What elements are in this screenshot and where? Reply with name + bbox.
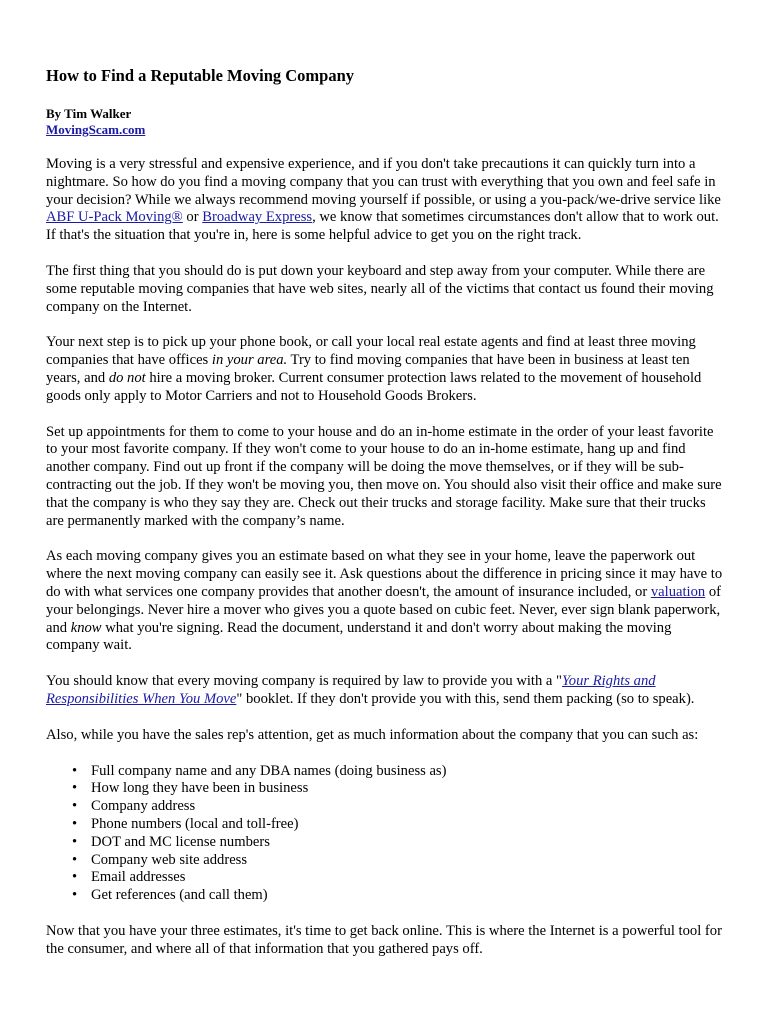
- paragraph-text: hire a moving broker. Current consumer protection laws related to the movement of household goods only apply to Motor Carriers and not to Household Goods Brokers.: [46, 369, 702, 404]
- list-item-text: Company web site address: [91, 851, 248, 868]
- paragraph-intro: [46, 156, 725, 245]
- paragraph-text: " booklet. If they don't provide you with this, send them packing (so to speak).: [236, 690, 695, 707]
- list-item: [72, 763, 725, 781]
- valuation-link[interactable]: valuation: [650, 583, 706, 600]
- bullet-icon: •: [72, 780, 78, 797]
- bullet-icon: •: [72, 887, 78, 904]
- list-item: [72, 780, 725, 798]
- list-item-text: How long they have been in business: [91, 780, 309, 797]
- list-item-text: Phone numbers (local and toll-free): [91, 815, 299, 832]
- abf-upack-link[interactable]: ABF U-Pack Moving®: [46, 209, 183, 226]
- site-line: [46, 122, 725, 138]
- list-item-text: DOT and MC license numbers: [91, 833, 270, 850]
- list-item-text: Company address: [91, 798, 196, 815]
- bullet-icon: •: [72, 851, 78, 868]
- bullet-icon: •: [72, 762, 78, 779]
- list-item: [72, 834, 725, 852]
- paragraph-rights-booklet: [46, 673, 725, 709]
- paragraph-phone-book: [46, 334, 725, 405]
- paragraph-text: of your belongings. Never hire a mover who gives you a quote based on cubic feet. Never, ever sign blank paperwork, and: [46, 583, 721, 636]
- paragraph-text: Try to find moving companies that have been in business at least ten years, and: [46, 352, 690, 386]
- paragraph-keyboard: The first thing that you should do is put down your keyboard and step away from your computer. While there are some reputable moving companies that have web sites, nearly all of the victims that contact us found their moving company on the Internet.: [46, 262, 714, 315]
- movingscam-link[interactable]: MovingScam.com: [46, 122, 146, 137]
- list-item: [72, 798, 725, 816]
- bullet-icon: •: [72, 798, 78, 815]
- paragraph-text: Moving is a very stressful and expensive experience, and if you don't take precautions it can quickly turn into a nightmare. So how do you find a moving company that you can trust with everything that you own and feel safe in your decision? While we always recommend moving yourself if possible, or using a you-pack/we-drive service like: [46, 156, 721, 208]
- emphasis-text: in your area.: [211, 352, 288, 369]
- paragraph-back-online: Now that you have your three estimates, it's time to get back online. This is where the Internet is a powerful tool for the consumer, and where all of that information that you gathered pays off.: [46, 922, 722, 957]
- list-item: [72, 816, 725, 834]
- list-item: [72, 887, 725, 905]
- list-item-text: Get references (and call them): [91, 887, 268, 904]
- paragraph-estimates: [46, 548, 725, 655]
- broadway-express-link[interactable]: Broadway Express: [202, 209, 313, 226]
- author-byline: By Tim Walker: [46, 106, 132, 121]
- list-item: [72, 869, 725, 887]
- paragraph-info-intro: Also, while you have the sales rep's attention, get as much information about the company that you can such as:: [46, 726, 699, 743]
- paragraph-appointments: Set up appointments for them to come to your house and do an in-home estimate in the order of your least favorite to your most favorite company. If they won't come to your house to do an in-home estimate, hang up and find another company. Find out up front if the company will be doing the move themselves, or if they will be sub-contracting out the job. If they won't be moving you, then move on. You should also visit their office and make sure that the company is who they say they are. Check out their trucks and storage facility. Make sure that their trucks are permanently marked with the company’s name.: [46, 423, 722, 529]
- link-text: Your Rights and Responsibilities When You Move: [46, 673, 656, 707]
- paragraph-text: As each moving company gives you an estimate based on what they see in your home, leave the paperwork out where the next moving company can easily see it. Ask questions about the difference in pricing since it may have to do with what services one company provides that another doesn't, the amount of insurance included, or: [46, 548, 723, 600]
- paragraph-text: Your next step is to pick up your phone book, or call your local real estate agents and find at least three moving companies that have offices: [46, 334, 696, 369]
- list-item-text: Email addresses: [91, 869, 186, 886]
- bullet-icon: •: [72, 815, 78, 832]
- list-item-text: Full company name and any DBA names (doing business as): [91, 762, 447, 779]
- emphasis-text: know: [70, 619, 102, 636]
- bullet-icon: •: [72, 833, 78, 850]
- article-title: How to Find a Reputable Moving Company: [46, 66, 355, 85]
- paragraph-text: , we know that sometimes circumstances don't allow that to work out. If that's the situation that you're in, here is some helpful advice to get you on the right track.: [46, 209, 719, 244]
- bullet-icon: •: [72, 869, 78, 886]
- emphasis-text: do not: [108, 369, 146, 386]
- paragraph-text: You should know that every moving company is required by law to provide you with a ": [46, 673, 562, 690]
- paragraph-text: what you're signing. Read the document, understand it and don't worry about making the moving company wait.: [46, 619, 672, 654]
- paragraph-text: or: [182, 209, 203, 226]
- list-item: [72, 852, 725, 870]
- company-info-list: [46, 763, 725, 905]
